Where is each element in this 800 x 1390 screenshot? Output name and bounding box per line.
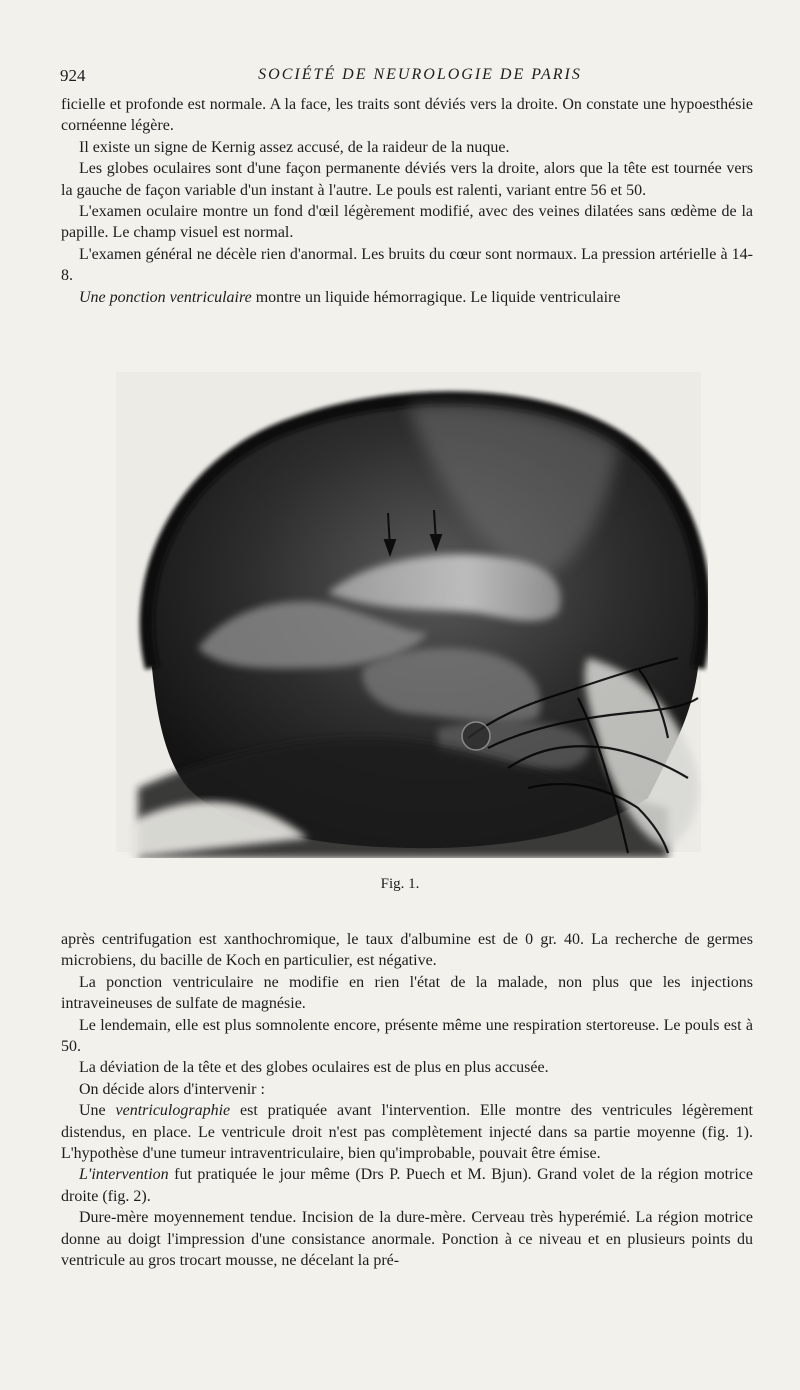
page-number: 924 <box>60 66 86 85</box>
paragraph: Il existe un signe de Kernig assez accusé, de la raideur de la nuque. <box>79 138 510 156</box>
running-head: SOCIÉTÉ DE NEUROLOGIE DE PARIS <box>258 66 582 83</box>
paragraph-text: montre un liquide hémorragique. Le liquide ventriculaire <box>251 288 621 306</box>
paragraph: après centrifugation est xanthochromique, le taux d'albumine est de 0 gr. 40. La recherche de germes microbiens, du bacille de Koch en particulier, est négative. <box>61 931 753 970</box>
paragraph-intervention <box>61 1164 753 1207</box>
paragraph: L'examen oculaire montre un fond d'œil légèrement modifié, avec des veines dilatées sans œdème de la papille. Le champ visuel est normal. <box>61 203 753 242</box>
paragraph-text: est pratiquée avant l'intervention. Elle montre des ventricules légèrement distendus, en place. Le ventricule droit n'est pas complètement injecté dans sa partie moyenne (fig. 1). L'hypothèse d'une tumeur intraventriculaire, bien qu'improbable, pouvait être émise. <box>61 1102 753 1163</box>
paragraph: La déviation de la tête et des globes oculaires est de plus en plus accusée. <box>79 1059 549 1077</box>
paragraph-ventriculographie <box>61 1100 753 1164</box>
xray-image <box>108 368 708 858</box>
ventriculography-figure <box>108 368 708 858</box>
paragraph-text: fut pratiquée le jour même (Drs P. Puech et M. Bjun). Grand volet de la région motrice droite (fig. 2). <box>61 1166 753 1205</box>
paragraph: Les globes oculaires sont d'une façon permanente déviés vers la droite, alors que la tête est tournée vers la gauche de façon variable d'un instant à l'autre. Le pouls est ralenti, variant entre 56 et 50. <box>61 160 753 199</box>
paragraph: La ponction ventriculaire ne modifie en rien l'état de la malade, non plus que les injections intraveineuses de sulfate de magnésie. <box>61 973 753 1013</box>
paragraph: ficielle et profonde est normale. A la face, les traits sont déviés vers la droite. On constate une hypoesthésie cornéenne légère. <box>61 96 753 135</box>
paragraph-ponction <box>61 287 753 308</box>
text-block-top <box>61 94 753 308</box>
paragraph: On décide alors d'intervenir : <box>79 1080 265 1098</box>
paragraph: Dure-mère moyennement tendue. Incision de la dure-mère. Cerveau très hyperémié. La région motrice donne au doigt l'impression d'une consistance anormale. Ponction à ce niveau et en plusieurs points du ventricule au gros trocart mousse, ne décelant la pré- <box>61 1209 753 1270</box>
paragraph-text: Une <box>79 1102 116 1120</box>
paragraph: L'examen général ne décèle rien d'anormal. Les bruits du cœur sont normaux. La pression artérielle à 14-8. <box>61 245 753 285</box>
figure-caption: Fig. 1. <box>380 876 420 892</box>
italic-term: Une ponction ventriculaire <box>79 288 252 306</box>
paragraph: Le lendemain, elle est plus somnolente encore, présente même une respiration stertoreuse. Le pouls est à 50. <box>61 1016 753 1056</box>
italic-term: ventriculographie <box>115 1102 231 1120</box>
text-block-bottom <box>61 929 753 1272</box>
italic-term: L'intervention <box>79 1166 169 1184</box>
